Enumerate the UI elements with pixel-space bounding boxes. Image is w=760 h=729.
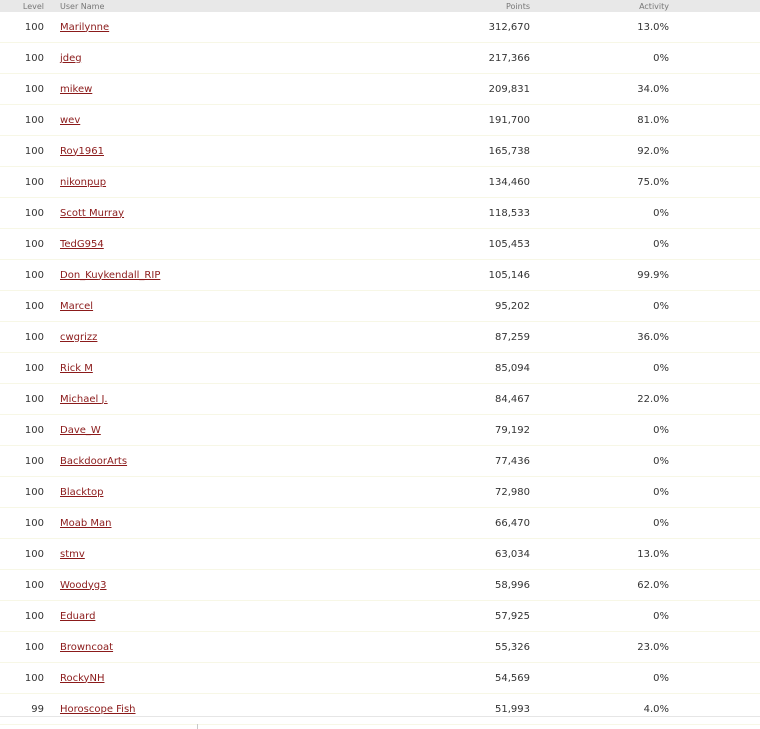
row-points: 79,192 [495, 424, 530, 436]
table-row [0, 167, 760, 198]
header-activity: Activity [639, 1, 669, 11]
row-user-cell [44, 611, 424, 622]
user-name-link[interactable]: Blacktop [60, 486, 104, 498]
table-row [0, 663, 760, 694]
scroll-indicator [197, 724, 198, 729]
row-level: 100 [24, 176, 44, 188]
user-name-link[interactable]: Roy1961 [60, 145, 104, 157]
row-activity: 22.0% [637, 393, 669, 405]
row-level: 100 [24, 362, 44, 374]
row-level: 100 [24, 641, 44, 653]
header-points: Points [505, 1, 530, 11]
row-user-cell [44, 394, 424, 405]
user-name-link[interactable]: Rick M [60, 362, 93, 374]
row-activity: 75.0% [637, 176, 669, 188]
table-header [0, 0, 760, 12]
row-level: 100 [24, 517, 44, 529]
row-user-cell [44, 487, 424, 498]
user-name-link[interactable]: Eduard [60, 610, 96, 622]
row-activity: 0% [653, 486, 669, 498]
row-user-cell [44, 425, 424, 436]
user-name-link[interactable]: jdeg [60, 52, 82, 64]
table-row [0, 446, 760, 477]
user-name-link[interactable]: wev [60, 114, 81, 126]
row-points: 165,738 [488, 145, 530, 157]
table-bottom-divider [0, 716, 760, 717]
user-name-link[interactable]: Marcel [60, 300, 94, 312]
row-points: 58,996 [495, 579, 530, 591]
row-user-cell [44, 642, 424, 653]
row-activity: 92.0% [637, 145, 669, 157]
user-name-link[interactable]: mikew [60, 83, 93, 95]
row-level: 100 [24, 52, 44, 64]
row-user-cell [44, 518, 424, 529]
row-points: 55,326 [495, 641, 530, 653]
row-level: 100 [24, 610, 44, 622]
row-points: 209,831 [488, 83, 530, 95]
header-level: Level [22, 1, 44, 11]
user-name-link[interactable]: TedG954 [60, 238, 104, 250]
header-user-name: User Name [60, 1, 105, 11]
table-row [0, 539, 760, 570]
row-level: 100 [24, 548, 44, 560]
user-name-link[interactable]: Scott Murray [60, 207, 125, 219]
user-name-link[interactable]: Woodyg3 [60, 579, 107, 591]
row-activity: 23.0% [637, 641, 669, 653]
row-level: 100 [24, 672, 44, 684]
row-level: 100 [24, 21, 44, 33]
user-name-link[interactable]: Marilynne [60, 21, 110, 33]
user-name-link[interactable]: cwgrizz [60, 331, 98, 343]
row-user-cell [44, 239, 424, 250]
user-name-link[interactable]: Moab Man [60, 517, 112, 529]
row-points: 118,533 [488, 207, 530, 219]
row-points: 72,980 [495, 486, 530, 498]
row-activity: 81.0% [637, 114, 669, 126]
user-name-link[interactable]: Browncoat [60, 641, 114, 653]
row-points: 66,470 [495, 517, 530, 529]
row-activity: 0% [653, 517, 669, 529]
row-activity: 99.9% [637, 269, 669, 281]
table-row [0, 508, 760, 539]
row-points: 51,993 [495, 703, 530, 715]
row-user-cell [44, 549, 424, 560]
row-level: 100 [24, 579, 44, 591]
row-points: 57,925 [495, 610, 530, 622]
table-row [0, 353, 760, 384]
row-activity: 62.0% [637, 579, 669, 591]
row-points: 95,202 [495, 300, 530, 312]
row-points: 105,453 [488, 238, 530, 250]
row-activity: 4.0% [643, 703, 669, 715]
row-level: 100 [24, 486, 44, 498]
row-user-cell [44, 363, 424, 374]
table-row [0, 601, 760, 632]
row-level: 100 [24, 114, 44, 126]
row-activity: 0% [653, 672, 669, 684]
table-row [0, 415, 760, 446]
row-user-cell [44, 456, 424, 467]
row-points: 63,034 [495, 548, 530, 560]
row-points: 85,094 [495, 362, 530, 374]
table-row [0, 12, 760, 43]
row-user-cell [44, 53, 424, 64]
row-activity: 0% [653, 362, 669, 374]
row-activity: 13.0% [637, 21, 669, 33]
row-user-cell [44, 270, 424, 281]
row-points: 217,366 [488, 52, 530, 64]
table-row [0, 694, 760, 725]
table-row [0, 43, 760, 74]
table-row [0, 198, 760, 229]
row-level: 99 [31, 703, 44, 715]
row-activity: 0% [653, 207, 669, 219]
table-row [0, 477, 760, 508]
row-activity: 0% [653, 238, 669, 250]
table-row [0, 570, 760, 601]
row-user-cell [44, 177, 424, 188]
row-points: 54,569 [495, 672, 530, 684]
row-user-cell [44, 673, 424, 684]
row-points: 312,670 [488, 21, 530, 33]
row-user-cell [44, 208, 424, 219]
user-name-link[interactable]: RockyNH [60, 672, 105, 684]
row-level: 100 [24, 83, 44, 95]
user-name-link[interactable]: Horoscope Fish [60, 703, 136, 715]
user-name-link[interactable]: Dave_W [60, 424, 101, 436]
row-points: 84,467 [495, 393, 530, 405]
user-name-link[interactable]: Michael J. [60, 393, 108, 405]
table-row [0, 136, 760, 167]
row-points: 87,259 [495, 331, 530, 343]
table-row [0, 105, 760, 136]
row-level: 100 [24, 393, 44, 405]
row-user-cell [44, 332, 424, 343]
row-activity: 0% [653, 610, 669, 622]
row-activity: 0% [653, 300, 669, 312]
row-points: 77,436 [495, 455, 530, 467]
row-level: 100 [24, 300, 44, 312]
row-points: 105,146 [488, 269, 530, 281]
table-row [0, 260, 760, 291]
table-row [0, 291, 760, 322]
table-row [0, 74, 760, 105]
row-level: 100 [24, 331, 44, 343]
row-level: 100 [24, 269, 44, 281]
row-level: 100 [24, 238, 44, 250]
row-activity: 0% [653, 52, 669, 64]
row-user-cell [44, 146, 424, 157]
row-level: 100 [24, 424, 44, 436]
row-activity: 13.0% [637, 548, 669, 560]
row-activity: 36.0% [637, 331, 669, 343]
table-row [0, 384, 760, 415]
row-user-cell [44, 301, 424, 312]
row-user-cell [44, 704, 424, 715]
row-level: 100 [24, 455, 44, 467]
table-row [0, 229, 760, 260]
user-name-link[interactable]: Don_Kuykendall_RIP [60, 269, 161, 281]
row-level: 100 [24, 207, 44, 219]
user-name-link[interactable]: nikonpup [60, 176, 107, 188]
row-user-cell [44, 84, 424, 95]
table-row [0, 322, 760, 353]
table-body [0, 12, 760, 725]
row-activity: 0% [653, 455, 669, 467]
user-name-link[interactable]: stmv [60, 548, 85, 560]
row-points: 134,460 [488, 176, 530, 188]
row-user-cell [44, 22, 424, 33]
table-row [0, 632, 760, 663]
row-activity: 34.0% [637, 83, 669, 95]
row-level: 100 [24, 145, 44, 157]
row-activity: 0% [653, 424, 669, 436]
user-name-link[interactable]: BackdoorArts [60, 455, 128, 467]
row-user-cell [44, 115, 424, 126]
row-points: 191,700 [488, 114, 530, 126]
row-user-cell [44, 580, 424, 591]
